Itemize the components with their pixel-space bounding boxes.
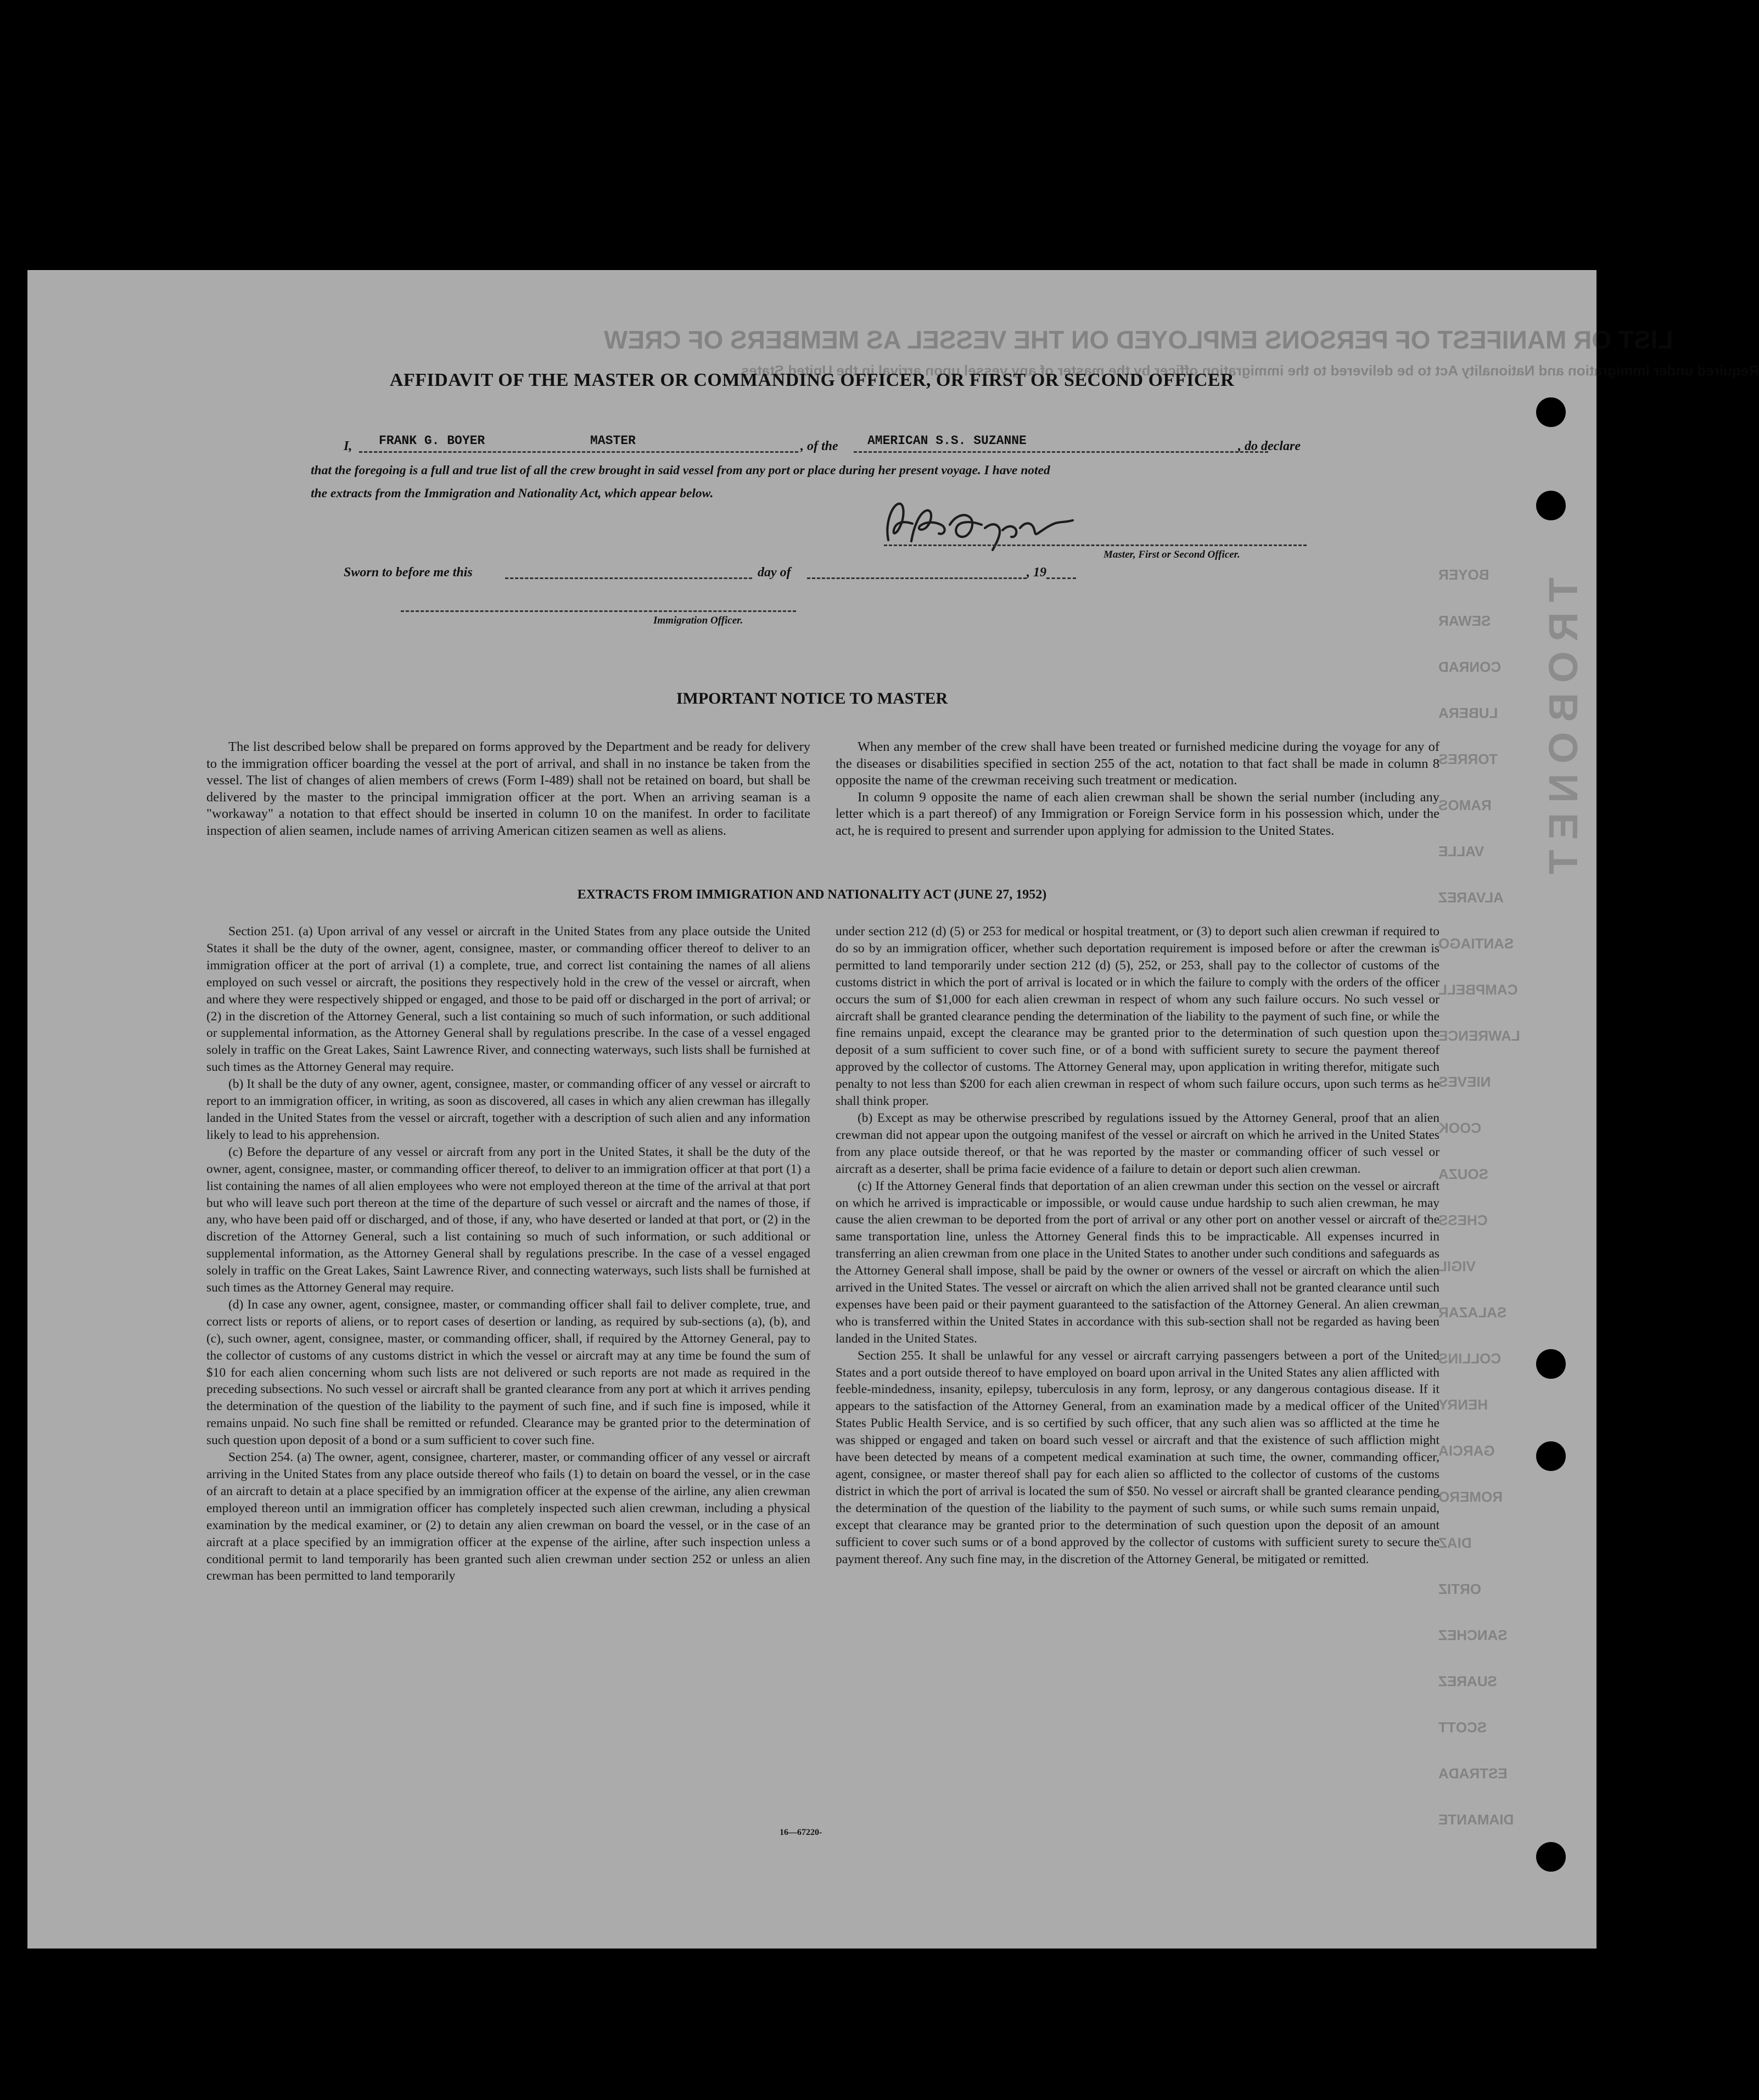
- sworn-label: Sworn to before me this: [344, 565, 473, 580]
- bleedthrough-surname: NIEVES: [1438, 1074, 1491, 1090]
- notice-title: IMPORTANT NOTICE TO MASTER: [676, 689, 948, 708]
- section-254-c: (c) If the Attorney General finds that deportation of an alien crewman under this section on the vessel or aircraft on which he arrived is impracticable or impossible, or would cause undue hardship to such alien crewman, he may cause the alien crewman to be deported from the port of arrival or any other port on another vessel or aircraft of the same transportation line, unless the Attorney General finds this to be impracticable. All expenses incurred in transferring an alien crewman from one place in the United States to another under such conditions and safeguards as the Attorney General shall impose, shall be paid by the owner or owners of the vessel or aircraft on which the alien arrived in the United States. The vessel or aircraft on which the alien arrived shall not be granted clearance until such expenses have been paid or their payment guaranteed to the satisfaction of the Attorney General. An alien crewman who is transferred within the United States in accordance with this sub-section shall not be regarded as having been landed in the United States.: [836, 1178, 1439, 1346]
- bleedthrough-surname: SEWAR: [1438, 613, 1491, 629]
- bleedthrough-subtitle: Required under Immigration and Nationality Act to be delivered to the immigration officer by the master of any vessel upon arrival in the United States: [741, 362, 1759, 379]
- bleedthrough-surname: SUAREZ: [1438, 1673, 1497, 1689]
- signature-rule: [884, 544, 1307, 546]
- print-code: 16—67220-: [780, 1828, 822, 1837]
- notice-right-column: [836, 739, 1439, 840]
- affidavit-line-2: that the foregoing is a full and true list of all the crew brought in said vessel from any port or place during her present voyage. I have noted: [311, 463, 1050, 478]
- year-rule: [1046, 577, 1076, 579]
- bleedthrough-surname: CHESS: [1438, 1212, 1488, 1228]
- notice-right-paragraph-2: In column 9 opposite the name of each alien crewman shall be shown the serial number (including any letter which is a part thereof) of any Immigration or Foreign Service form in his possession which, under the act, he is required to present and surrender upon applying for admission to the United States.: [836, 789, 1439, 838]
- bleedthrough-surname: CAMPBELL: [1438, 981, 1518, 998]
- bleedthrough-surname: VIGIL: [1438, 1258, 1476, 1274]
- day-of-label: day of: [758, 565, 791, 580]
- bleedthrough-surname: COOK: [1438, 1120, 1481, 1136]
- vessel-name: AMERICAN S.S. SUZANNE: [867, 434, 1027, 448]
- section-254-a: Section 254. (a) The owner, agent, consignee, charterer, master, or commanding officer of any vessel or aircraft arriving in the United States from any place outside thereof who fails (1) to detain on board the vessel, or in the case of an aircraft to detain at a place specified by an immigration officer at the expense of the airline, any alien crewman employed thereon until an immigration officer has completely inspected such alien crewman, including a physical examination by the medical examiner, or (2) to detain any alien crewman on board the vessel, or in the case of an aircraft at a place specified by an immigration officer at the expense of the airline, after such inspection unless a conditional permit to land temporarily has been granted such alien crewman under section 252 or unless an alien crewman has been permitted to land temporarily: [206, 1450, 810, 1584]
- bleedthrough-surname: ORTIZ: [1438, 1581, 1481, 1597]
- bleedthrough-surname: SANCHEZ: [1438, 1627, 1508, 1643]
- bleedthrough-title: LIST OR MANIFEST OF PERSONS EMPLOYED ON THE VESSEL AS MEMBERS OF CREW: [604, 325, 1673, 354]
- bleedthrough-surname: SALAZAR: [1438, 1304, 1507, 1321]
- bleedthrough-stamp: TROBONET: [1540, 577, 1586, 885]
- punch-hole: [1536, 491, 1566, 520]
- section-251-b: (b) It shall be the duty of any owner, agent, consignee, master, or commanding officer of any vessel or aircraft to report to an immigration officer, in writing, as soon as discovered, all cases in which any alien crewman has illegally landed in the United States from the vessel or aircraft, together with a description of such alien and any information likely to lead to his apprehension.: [206, 1077, 810, 1142]
- affidavit-pronoun: I,: [344, 439, 352, 453]
- bleedthrough-surname: DIAZ: [1438, 1535, 1472, 1551]
- bleedthrough-surname: SCOTT: [1438, 1719, 1487, 1736]
- extracts-right-column: [836, 923, 1439, 1568]
- punch-hole: [1536, 397, 1566, 427]
- master-name: FRANK G. BOYER: [379, 434, 485, 448]
- bleedthrough-surname: SOUZA: [1438, 1166, 1488, 1182]
- bleedthrough-surname: ROMERO: [1438, 1489, 1503, 1505]
- notice-left-paragraph: The list described below shall be prepared on forms approved by the Department and be ready for delivery to the immigration officer boarding the vessel at the port of arrival, and shall in no instance be taken from the vessel. The list of changes of alien members of crews (Form I-489) shall not be retained on board, but shall be delivered by the master to the principal immigration officer at the port. When an arriving seaman is a "workaway" a notation to that effect should be inserted in column 10 on the manifest. In order to facilitate inspection of alien seamen, include names of arriving American citizen seamen as well as aliens.: [206, 739, 810, 838]
- section-251-c: (c) Before the departure of any vessel or aircraft from any port in the United States, it shall be the duty of the owner, agent, consignee, master, or commanding officer thereof, to deliver to an immigration officer at that port (1) a list containing the names of all alien employees who were not employed thereon at the time of the arrival at that port but who will leave such port thereon at the time of the departure of such vessel or aircraft and the names of those, if any, who have been paid off or discharged, and of those, if any, who have deserted or landed at that port, or (2) in the discretion of the Attorney General, such a list containing so much of such information, or such additional or supplemental information, as the Attorney General shall by regulations prescribe. In the case of a vessel engaged solely in traffic on the Great Lakes, Saint Lawrence River, and connecting waterways, such lists shall be furnished at such times as the Attorney General may require.: [206, 1144, 810, 1295]
- bleedthrough-surname: TORRES: [1438, 751, 1498, 767]
- bleedthrough-surname: SANTIAGO: [1438, 935, 1514, 952]
- notice-left-column: [206, 739, 810, 840]
- bleedthrough-surname: ESTRADA: [1438, 1765, 1508, 1782]
- affidavit-title: AFFIDAVIT OF THE MASTER OR COMMANDING OFFICER, OR FIRST OR SECOND OFFICER: [389, 370, 1235, 390]
- bleedthrough-surname: DIAMANTE: [1438, 1811, 1514, 1828]
- document-sheet: [27, 270, 1759, 1949]
- section-251-a: Section 251. (a) Upon arrival of any vessel or aircraft in the United States from any place outside the United States it shall be the duty of the owner, agent, consignee, master, or commanding officer thereof to deliver to an immigration officer at the port of arrival (1) a complete, true, and correct list containing the names of all aliens employed on such vessel or aircraft, the positions they respectively hold in the crew of the vessel or aircraft, when and where they were respectively shipped or engaged, and those to be paid off or discharged in the port of arrival; or (2) in the discretion of the Attorney General, such a list containing so much of such information, or such additional or supplemental information, as the Attorney General shall by regulations prescribe. In the case of a vessel engaged solely in traffic on the Great Lakes, Saint Lawrence River, and connecting waterways, such lists shall be furnished at such times as the Attorney General may require.: [206, 924, 810, 1075]
- sworn-date-rule: [505, 577, 752, 579]
- year-prefix: , 19: [1027, 565, 1046, 580]
- punch-hole: [1536, 1842, 1566, 1872]
- of-the-label: , of the: [800, 439, 838, 453]
- punch-hole: [1536, 1349, 1566, 1379]
- section-255: Section 255. It shall be unlawful for any vessel or aircraft carrying passengers between a port of the United States and a port outside thereof to have employed on board upon arrival in the United States any alien afflicted with feeble-mindedness, insanity, epilepsy, tuberculosis in any form, leprosy, or any dangerous contagious disease. If it appears to the satisfaction of the Attorney General, from an examination made by a medical officer of the United States Public Health Service, and is so certified by such officer, that any such alien was so afflicted at the time he was shipped or engaged and taken on board such vessel or aircraft and that the existence of such affliction might have been detected by means of a competent medical examination at such time, the owner, commanding officer, agent, consignee, or master thereof shall pay for each alien so afflicted to the collector of customs of the customs district in which the port of arrival is located the sum of $50. No vessel or aircraft shall be granted clearance pending the determination of the question of the liability to the payment of such sums, or while such sums remain unpaid, except that clearance may be granted prior to the determination of such question upon the deposit of an amount sufficient to cover such sums or of a bond approved by the collector of customs with sufficient surety to secure the payment thereof. Any such fine may, in the discretion of the Attorney General, be mitigated or remitted.: [836, 1348, 1439, 1566]
- bleedthrough-surname: LUBERA: [1438, 705, 1498, 721]
- month-rule: [807, 577, 1027, 579]
- do-declare-label: , do declare: [1238, 439, 1301, 453]
- bleedthrough-surname: LAWRENCE: [1438, 1027, 1520, 1044]
- bleedthrough-surname: RAMOS: [1438, 797, 1492, 813]
- bleedthrough-surname: BOYER: [1438, 566, 1489, 583]
- bleedthrough-surname: GARCIA: [1438, 1442, 1495, 1459]
- bleedthrough-surname: HENRY: [1438, 1396, 1488, 1413]
- bleedthrough-surname: CONRAD: [1438, 659, 1502, 675]
- vessel-rule: [854, 451, 1268, 453]
- punch-hole: [1536, 1441, 1566, 1471]
- bleedthrough-surname: ALVAREZ: [1438, 889, 1504, 906]
- officer-caption: Immigration Officer.: [653, 615, 743, 626]
- name-rule: [359, 451, 798, 453]
- notice-right-paragraph-1: When any member of the crew shall have been treated or furnished medicine during the voyage for any of the diseases or disabilities specified in section 255 of the act, notation to that fact shall be made in column 8 opposite the name of the crewman receiving such treatment or medication.: [836, 739, 1439, 788]
- signature-caption: Master, First or Second Officer.: [1103, 549, 1240, 560]
- section-251-d: (d) In case any owner, agent, consignee, master, or commanding officer shall fail to deliver complete, true, and correct lists or reports of aliens, or to report cases of desertion or landing, as required by sub-sections (a), (b), and (c), such owner, agent, consignee, master, or commanding officer, shall, if required by the Attorney General, pay to the collector of customs of any customs district in which the vessel or aircraft may at any time be found the sum of $10 for each alien concerning whom such lists are not delivered or such reports are not made as required in the preceding subsections. No such vessel or aircraft shall be granted clearance from any port at which it arrives pending the determination of the question of the liability to the payment of such fine, and if such fine is imposed, while it remains unpaid. No such fine shall be remitted or refunded. Clearance may be granted prior to the determination of such question upon deposit of a bond or a sum sufficient to cover such fine.: [206, 1297, 810, 1448]
- master-rank: MASTER: [590, 434, 636, 448]
- officer-rule: [401, 610, 796, 612]
- section-254-b: (b) Except as may be otherwise prescribed by regulations issued by the Attorney General, proof that an alien crewman did not appear upon the outgoing manifest of the vessel or aircraft on which he arrived in the United States from any place outside thereof, or that he was reported by the master or commanding officer of such vessel or aircraft as a deserter, shall be prima facie evidence of a failure to detain or deport such alien crewman.: [836, 1110, 1439, 1176]
- bleedthrough-surname: VALLE: [1438, 843, 1484, 860]
- bleedthrough-surname: COLLINS: [1438, 1350, 1502, 1367]
- extracts-title: EXTRACTS FROM IMMIGRATION AND NATIONALITY ACT (JUNE 27, 1952): [577, 888, 1047, 902]
- affidavit-line-3: the extracts from the Immigration and Nationality Act, which appear below.: [311, 486, 714, 501]
- extracts-left-column: [206, 923, 810, 1585]
- section-254-a-cont: under section 212 (d) (5) or 253 for medical or hospital treatment, or (3) to deport such alien crewman if required to do so by an immigration officer, whether such deportation requirement is imposed before or after the crewman is permitted to land temporarily under section 212 (d) (5), 252, or 253, shall pay to the collector of customs of the customs district in which the port of arrival is located or in which the failure to comply with the orders of the officer occurs the sum of $1,000 for each alien crewman in respect of whom any such failure occurs. No such vessel or aircraft shall be granted clearance pending the determination of the liability to the payment of such fine, or while the fine remains unpaid, except the clearance may be granted prior to the determination of such question upon the deposit of a sum sufficient to cover such fine, or of a bond with sufficient surety to secure the payment thereof approved by the collector of customs. The Attorney General may, upon application in writing therefor, mitigate such penalty to not less than $200 for each alien crewman in respect of whom such failure occurs, upon such terms as he shall think proper.: [836, 924, 1439, 1109]
